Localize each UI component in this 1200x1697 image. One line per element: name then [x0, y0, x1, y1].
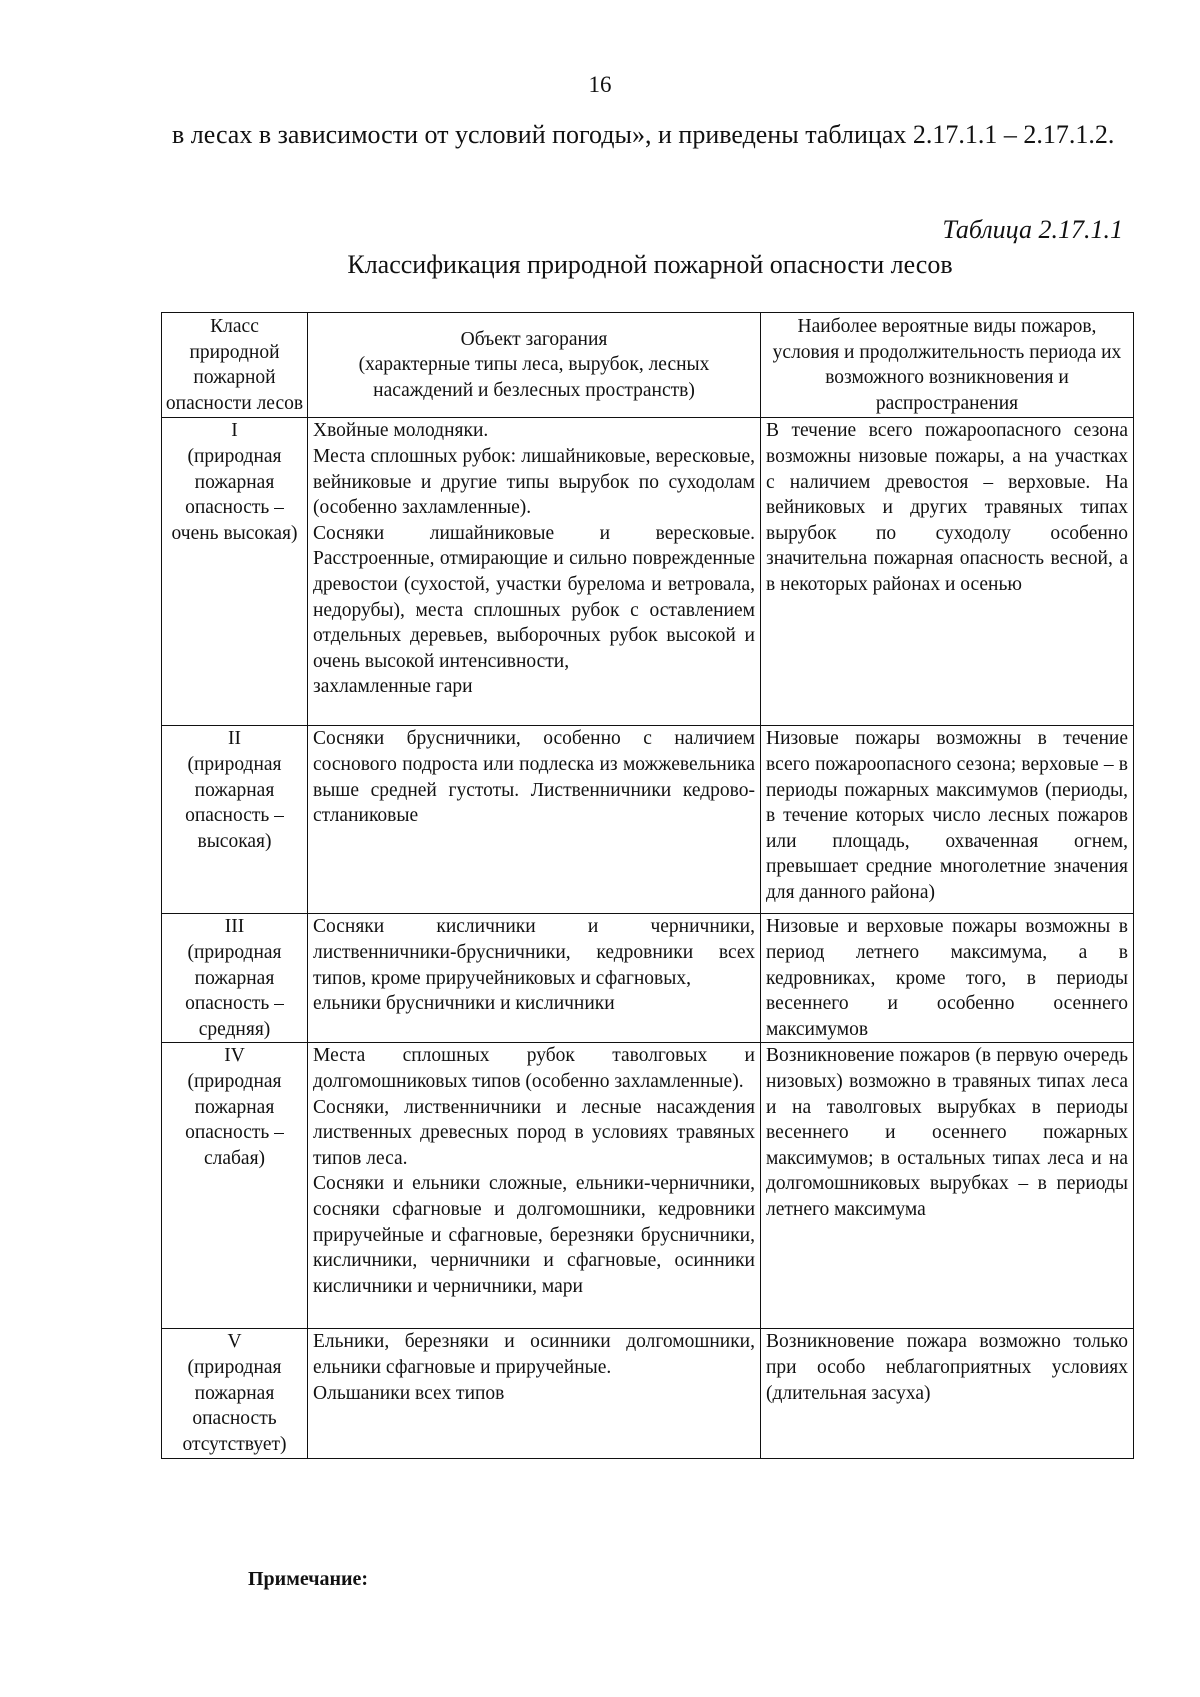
header-object-subtitle: (характерные типы леса, вырубок, лесных насаждений и безлесных пространств): [358, 354, 710, 401]
intro-paragraph: в лесах в зависимости от условий погоды», и приведены таблицах 2.17.1.1 – 2.17.1.2.: [172, 120, 1115, 149]
header-fires: Наиболее вероятные виды пожаров, условия и продолжительность периода их возможного возникновения и распространения: [761, 313, 1134, 418]
object-line: Сосняки, лиственничники и лесные насаждения лиственных древесных пород в условиях травяных типов леса.: [313, 1096, 755, 1169]
table-row: [162, 914, 1134, 1043]
object-line: Сосняки брусничники, особенно с наличием соснового подроста или подлеска из можжевельника выше средней густоты. Лиственничники кедрово-стланиковые: [313, 728, 755, 827]
object-line: Места сплошных рубок: лишайниковые, вересковые, вейниковые и другие типы вырубок по суходолам (особенно захламленные).: [313, 445, 755, 519]
fires-cell: Низовые и верховые пожары возможны в период летнего максимума, а в кедровниках, кроме того, в периоды весеннего и особенно осеннего максимумов: [761, 914, 1134, 1043]
table-row: [162, 726, 1134, 914]
object-line: Места сплошных рубок таволговых и долгомошниковых типов (особенно захламленные).: [313, 1045, 755, 1092]
object-cell: [308, 914, 761, 1043]
class-cell: [162, 1043, 308, 1329]
object-line: Сосняки и ельники сложные, ельники-черничники, сосняки сфагновые и долгомошники, кедровники приручейные и сфагновые, березняки брусничники, кисличники, черничники и сфагновые, осинники кисличники и черничники, мари: [313, 1173, 755, 1297]
class-numeral: V: [227, 1331, 242, 1353]
table-title: Классификация природной пожарной опасности лесов: [347, 250, 953, 279]
object-cell: [308, 1043, 761, 1329]
object-line: Сосняки кисличники и черничники, лиственничники-брусничники, кедровники всех типов, кроме приручейниковых и сфагновых,: [313, 916, 755, 989]
object-cell: [308, 1329, 761, 1459]
object-line: ельники брусничники и кисличники: [313, 993, 615, 1015]
class-cell: [162, 914, 308, 1043]
header-object-title: Объект загорания: [460, 328, 608, 350]
class-numeral: III: [224, 916, 245, 938]
fire-danger-table: [161, 312, 1134, 1459]
object-line: Ольшаники всех типов: [313, 1382, 505, 1404]
fires-cell: Возникновение пожаров (в первую очередь низовых) возможно в травяных типах леса и на таволговых вырубках в периоды весеннего и осеннего пожарных максимумов; в остальных типах леса и на долгомошниковых вырубках – в периоды летнего максимума: [761, 1043, 1134, 1329]
class-description: (природная пожарная опасность – высокая): [185, 753, 284, 852]
fires-cell: Низовые пожары возможны в течение всего пожароопасного сезона; верховые – в периоды пожарных максимумов (периоды, в течение которых число лесных пожаров или площадь, охваченная огнем, превышает средние многолетние значения для данного района): [761, 726, 1134, 914]
table-row: [162, 1043, 1134, 1329]
class-description: (природная пожарная опасность – средняя): [185, 941, 284, 1040]
header-class: Класс природной пожарной опасности лесов: [162, 313, 308, 418]
class-cell: [162, 418, 308, 726]
object-line: захламленные гари: [313, 676, 473, 698]
object-line: Ельники, березняки и осинники долгомошники, ельники сфагновые и приручейные.: [313, 1331, 755, 1378]
class-description: (природная пожарная опасность отсутствует): [182, 1356, 287, 1455]
fires-cell: Возникновение пожара возможно только при особо неблагоприятных условиях (длительная засуха): [761, 1329, 1134, 1459]
class-cell: [162, 726, 308, 914]
note-label: Примечание:: [248, 1568, 369, 1590]
object-cell: [308, 418, 761, 726]
object-line: Сосняки лишайниковые и вересковые. Расстроенные, отмирающие и сильно поврежденные древостои (сухостой, участки бурелома и ветровала, недорубы), места сплошных рубок с оставлением отдельных деревьев, выборочных рубок высокой и очень высокой интенсивности,: [313, 522, 755, 672]
class-cell: [162, 1329, 308, 1459]
object-line: Хвойные молодняки.: [313, 420, 489, 442]
page-number: 16: [588, 72, 612, 97]
fires-cell: В течение всего пожароопасного сезона возможны низовые пожары, а на участках с наличием древостоя – верховые. На вейниковых и других травяных типах вырубок по суходолу особенно значительна пожарная опасность весной, а в некоторых районах и осенью: [761, 418, 1134, 726]
table-row: [162, 418, 1134, 726]
class-description: (природная пожарная опасность – очень высокая): [171, 445, 298, 544]
class-numeral: II: [228, 728, 241, 750]
class-numeral: IV: [224, 1045, 245, 1067]
header-object: [308, 313, 761, 418]
class-description: (природная пожарная опасность – слабая): [185, 1070, 284, 1169]
object-cell: [308, 726, 761, 914]
table-row: [162, 1329, 1134, 1459]
table-label: Таблица 2.17.1.1: [942, 215, 1123, 244]
class-numeral: I: [231, 420, 238, 442]
table-header-row: [162, 313, 1134, 418]
